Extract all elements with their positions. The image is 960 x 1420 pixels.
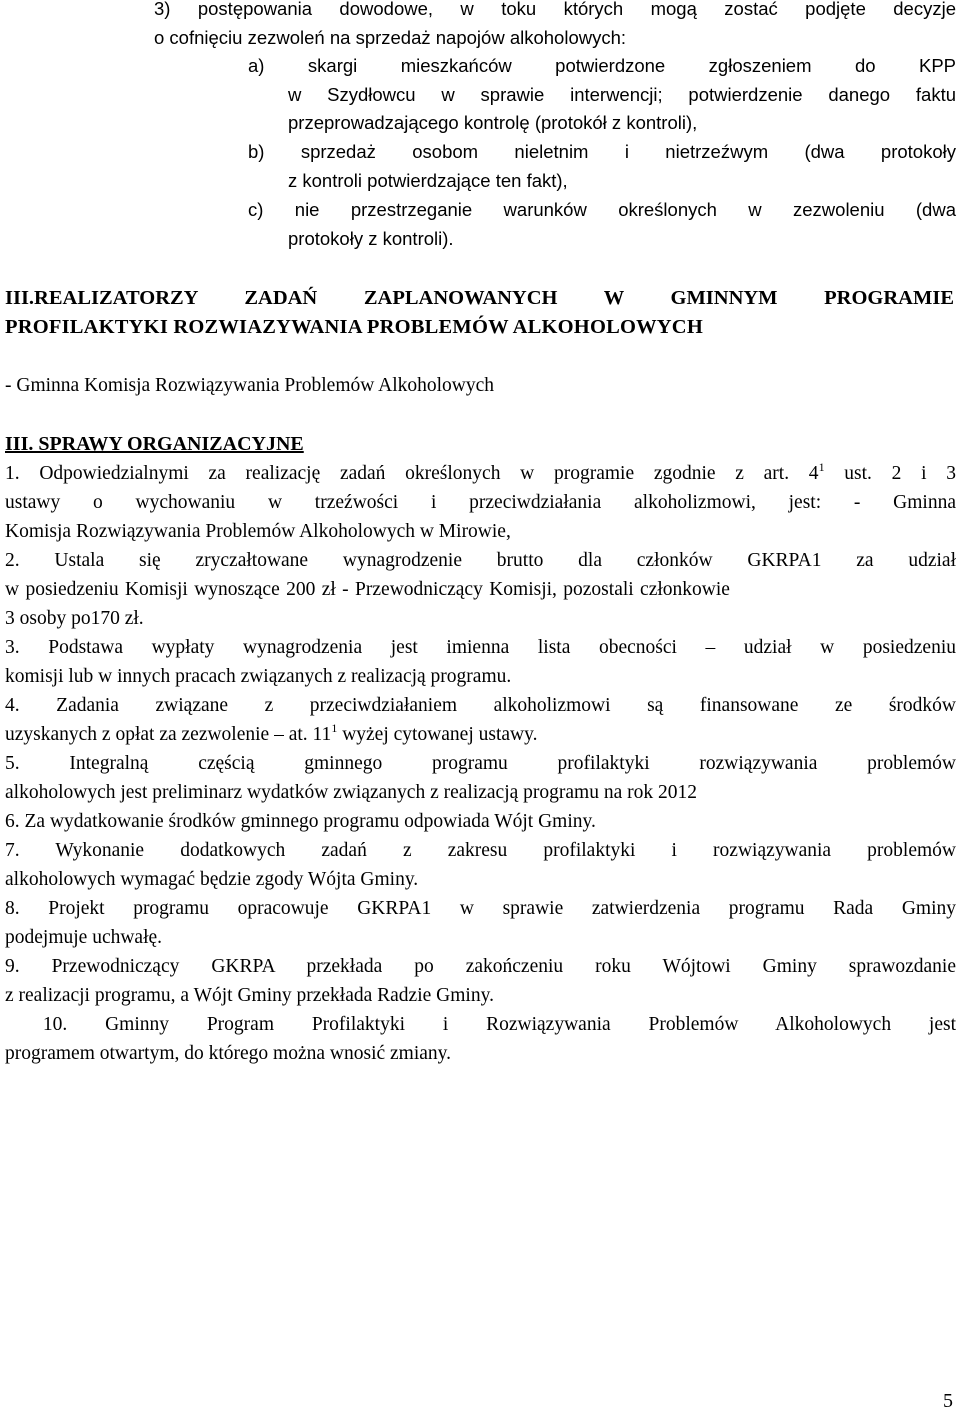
p5-line-2: alkoholowych jest preliminarz wydatków związanych z realizacją programu na rok 2012 bbox=[5, 782, 697, 803]
p1-line-1 bbox=[5, 459, 956, 488]
p4-line-2-text-end: wyżej cytowanej ustawy. bbox=[337, 724, 538, 745]
sprawy-section bbox=[5, 430, 956, 1068]
realizatorzy-item bbox=[5, 371, 905, 400]
item-b bbox=[248, 138, 956, 195]
p4-superscript: 1 bbox=[331, 721, 338, 735]
p4-line-2 bbox=[5, 720, 956, 749]
p5-line-1: 5. Integralną częścią gminnego programu profilaktyki rozwiązywania problemów bbox=[5, 753, 956, 774]
realizatorzy-heading-line-2: PROFILAKTYKI ROZWIAZYWANIA PROBLEMÓW ALKOHOLOWYCH bbox=[5, 316, 703, 338]
item-a bbox=[248, 52, 956, 138]
p8-line-1: 8. Projekt programu opracowuje GKRPA1 w sprawie zatwierdzenia programu Rada Gminy bbox=[5, 898, 956, 919]
p9-line-1: 9. Przewodniczący GKRPA przekłada po zakończeniu roku Wójtowi Gminy sprawozdanie bbox=[5, 956, 956, 977]
realizatorzy-item-text: - Gminna Komisja Rozwiązywania Problemów Alkoholowych bbox=[5, 375, 495, 396]
p1-line-1-text-end: ust. 2 i 3 bbox=[824, 463, 956, 484]
realizatorzy-heading bbox=[5, 284, 954, 342]
p1-superscript: 1 bbox=[818, 460, 825, 474]
p1-line-2: ustawy o wychowaniu w trzeźwości i przeciwdziałania alkoholizmowi, jest: - Gminna bbox=[5, 492, 956, 513]
p7-line-2: alkoholowych wymagać będzie zgody Wójta Gminy. bbox=[5, 869, 419, 890]
p2-line-2: w posiedzeniu Komisji wynoszące 200 zł - Przewodniczący Komisji, pozostali członkowie bbox=[5, 579, 730, 600]
p10-line-2: programem otwartym, do którego można wnosić zmiany. bbox=[5, 1043, 452, 1064]
p2-line-3: 3 osoby po170 zł. bbox=[5, 608, 144, 629]
p2-line-1: 2. Ustala się zryczałtowane wynagrodzenie brutto dla członków GKRPA1 za udział bbox=[5, 550, 956, 571]
page-number: 5 bbox=[943, 1390, 953, 1412]
item-b-line-1: b) sprzedaż osobom nieletnim i nietrzeźwym (dwa protokoły bbox=[248, 141, 956, 162]
item-a-line-1: a) skargi mieszkańców potwierdzone zgłoszeniem do KPP bbox=[248, 55, 956, 76]
p10-line-1: 10. Gminny Program Profilaktyki i Rozwiązywania Problemów Alkoholowych jest bbox=[5, 1014, 956, 1035]
p3-line-1: 3. Podstawa wypłaty wynagrodzenia jest imienna lista obecności – udział w posiedzeniu bbox=[5, 637, 956, 658]
item-a-line-2: w Szydłowcu w sprawie interwencji; potwierdzenie danego faktu bbox=[288, 83, 956, 105]
p4-line-2-text: uzyskanych z opłat za zezwolenie – at. 11 bbox=[5, 724, 332, 745]
item-c-line-1: c) nie przestrzeganie warunków określonych w zezwoleniu (dwa bbox=[248, 199, 956, 220]
p7-line-1: 7. Wykonanie dodatkowych zadań z zakresu profilaktyki i rozwiązywania problemów bbox=[5, 840, 956, 861]
item-b-line-2: z kontroli potwierdzające ten fakt), bbox=[288, 169, 568, 191]
item-3 bbox=[154, 0, 956, 52]
p9-line-2: z realizacji programu, a Wójt Gminy przekłada Radzie Gminy. bbox=[5, 985, 494, 1006]
item-c bbox=[248, 196, 956, 253]
item-3-line-1: 3) postępowania dowodowe, w toku których mogą zostać podjęte decyzje bbox=[154, 0, 956, 19]
p6-line-1: 6. Za wydatkowanie środków gminnego programu odpowiada Wójt Gminy. bbox=[5, 811, 596, 832]
p4-line-1: 4. Zadania związane z przeciwdziałaniem alkoholizmowi są finansowane ze środków bbox=[5, 695, 956, 716]
p1-line-1-text: 1. Odpowiedzialnymi za realizację zadań określonych w programie zgodnie z art. 4 bbox=[5, 463, 819, 484]
p3-line-2: komisji lub w innych pracach związanych z realizacją programu. bbox=[5, 666, 512, 687]
p1-line-3: Komisja Rozwiązywania Problemów Alkoholowych w Mirowie, bbox=[5, 521, 511, 542]
sprawy-heading: III. SPRAWY ORGANIZACYJNE bbox=[5, 433, 304, 455]
realizatorzy-heading-line-1: III.REALIZATORZY ZADAŃ ZAPLANOWANYCH W GMINNYM PROGRAMIE bbox=[5, 287, 954, 309]
item-a-line-3: przeprowadzającego kontrolę (protokół z kontroli), bbox=[288, 112, 698, 134]
item-3-line-2: o cofnięciu zezwoleń na sprzedaż napojów alkoholowych: bbox=[154, 26, 627, 48]
item-c-line-2: protokoły z kontroli). bbox=[288, 227, 454, 249]
p8-line-2: podejmuje uchwałę. bbox=[5, 927, 163, 948]
